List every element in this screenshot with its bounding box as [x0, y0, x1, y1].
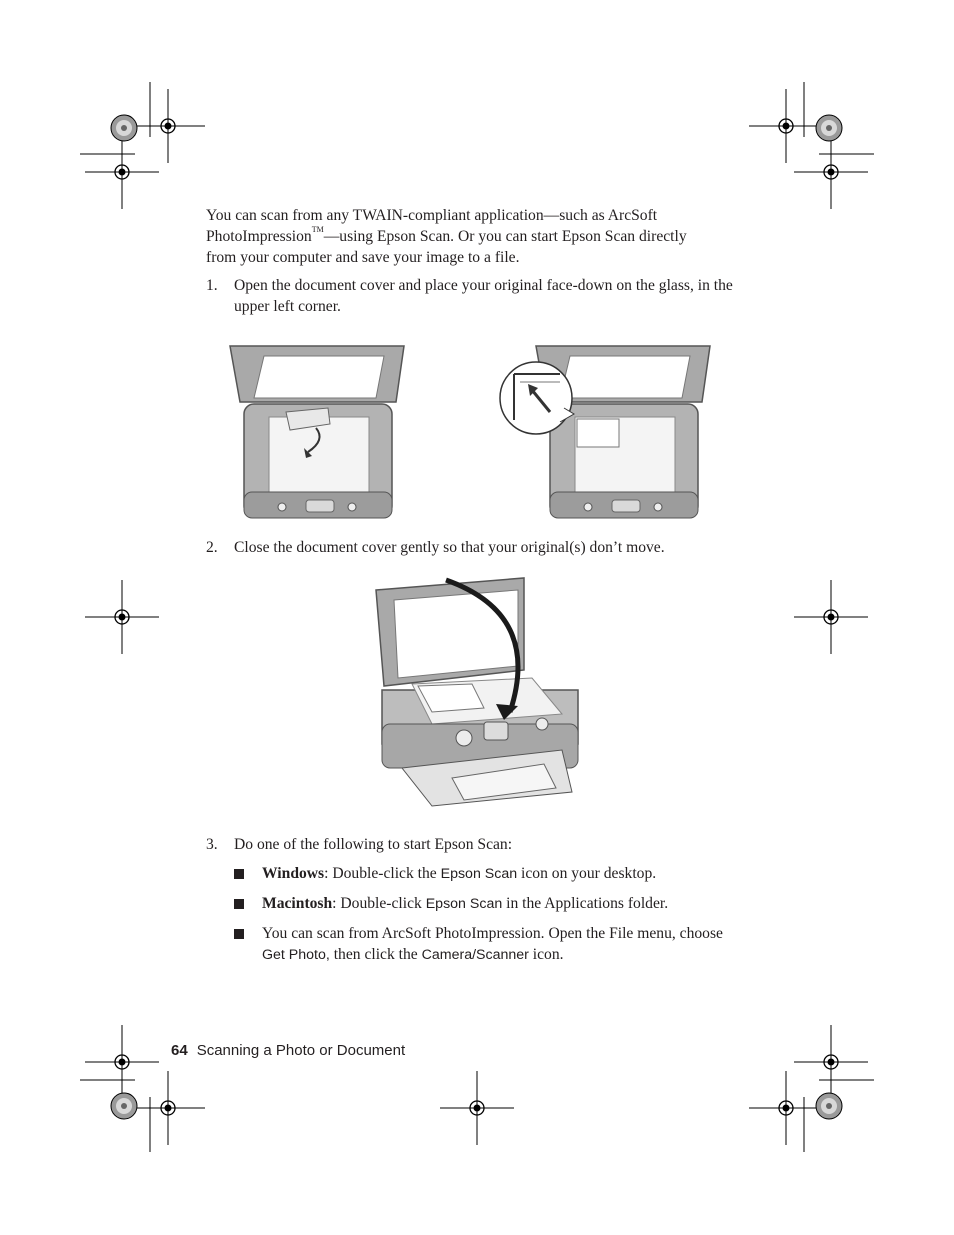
scanner-left-illustration: [230, 346, 404, 518]
page-number: 64: [171, 1042, 188, 1059]
scanner-right-illustration: [500, 346, 710, 518]
section-title: Scanning a Photo or Document: [196, 1042, 406, 1059]
ui-label-camera-scanner: Camera/Scanner: [421, 947, 529, 963]
step-number: 1.: [206, 277, 218, 294]
page-footer: [171, 1042, 405, 1059]
intro-paragraph: [206, 205, 746, 268]
scanner-open-illustrations: [224, 340, 724, 522]
bullet-square-icon: [234, 899, 244, 909]
intro-line-3: from your computer and save your image to a file.: [206, 249, 520, 266]
step-text: Close the document cover gently so that your original(s) don’t move.: [234, 539, 665, 556]
trademark-symbol: TM: [311, 225, 324, 234]
step-number: 3.: [206, 836, 218, 853]
intro-line-2: PhotoImpression™—using Epson Scan. Or you can start Epson Scan directly: [206, 225, 687, 245]
bullet-square-icon: [234, 929, 244, 939]
ui-label-epson-scan: Epson Scan: [440, 866, 518, 882]
ui-label-epson-scan: Epson Scan: [425, 896, 503, 912]
ui-label-get-photo: Get Photo,: [262, 947, 330, 963]
intro-line-1: You can scan from any TWAIN-compliant application—such as ArcSoft: [206, 207, 658, 224]
step-text: Do one of the following to start Epson Scan:: [234, 836, 513, 853]
step-text: Open the document cover and place your original face-down on the glass, in the upper left corner.: [234, 277, 733, 315]
scanner-closing-illustration: [372, 574, 584, 814]
bullet-square-icon: [234, 869, 244, 879]
step-number: 2.: [206, 539, 218, 556]
